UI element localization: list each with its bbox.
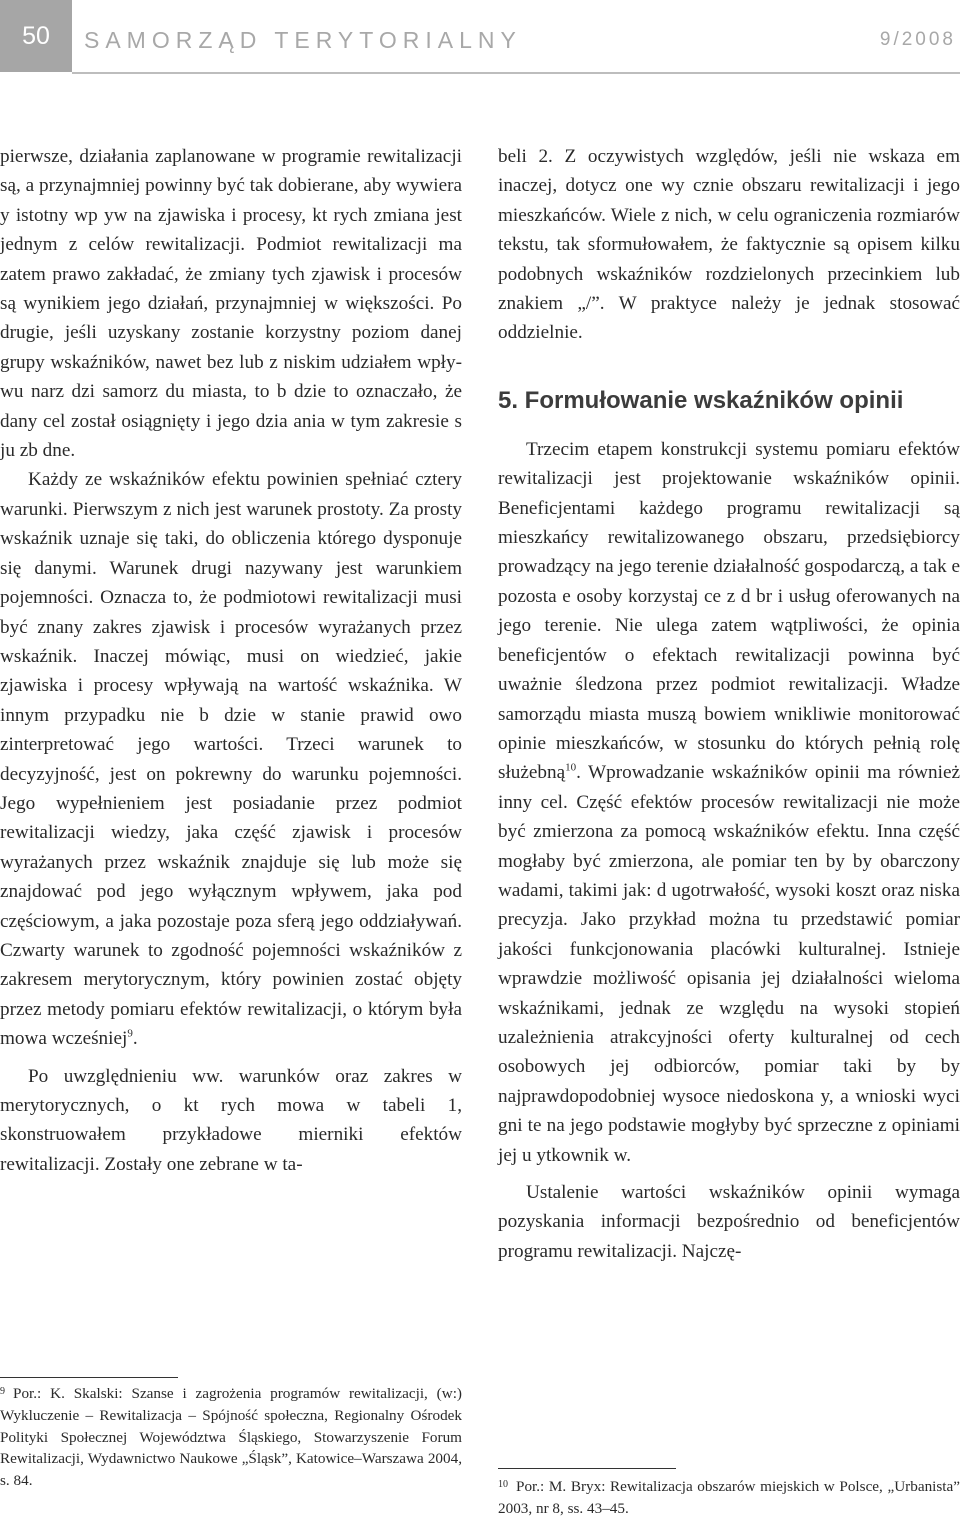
right-paragraph-3: Ustalenie wartości wskaźników opinii wymaga pozyskania informacji bezpośrednio od beneficjentów programu rewitalizacji. Najczę- <box>498 1182 960 1262</box>
page-number: 50 <box>0 0 72 72</box>
right-paragraph-2-text-a: Trzecim etapem konstrukcji systemu pomiaru efektów rewitalizacji jest projektowanie wskaźników opinii. Beneficjentami każdego programu rewitalizacji są mieszkańcy rewitalizowanego obszaru, przedsiębiorcy prowadzący na jego terenie działalność gospodarczą, a tak e pozosta e osoby korzystaj ce z d br i usług oferowanych na jego terenie. Nie ulega zatem wątpliwości, że opinia beneficjentów o efektach rewitalizacji powinna być uważnie śledzona przez podmiot rewitalizacji. Władze samorządu miasta muszą bowiem wnikliwie monitorować opinie mieszkańców, w stosunku do których pełnią rolę służebną <box>498 438 960 784</box>
magazine-title: SAMORZĄD TERYTORIALNY <box>84 27 522 53</box>
footnote-rule-right <box>498 1468 676 1469</box>
left-paragraph-2-end: . <box>132 1028 138 1050</box>
issue-number: 9/2008 <box>879 29 956 50</box>
left-paragraph-1: pierwsze, działania zaplanowane w programie rewitalizacji są, a przynajmniej powinny być tak dobierane, aby wywiera y istotny wp yw na zjawiska i procesy, kt rych zmiana jest jednym z celów rewitalizacji. Podmiot rewitalizacji ma zatem prawo zakładać, że zmiany tych zjawisk i procesów są wynikiem jego działań, przynajmniej w większości. Po drugie, jeśli uzyskany zostanie korzystny poziom danej grupy wskaźników, nawet bez lub z niskim udziałem wpływu narz dzi samorz du miasta, to b dzie to oznaczało, że dany cel został osiągnięty i jego dzia ania w tym zakresie s ju zb dne. <box>0 146 462 462</box>
footnote-ref-9[interactable]: 9 <box>127 1027 133 1040</box>
header-rule <box>72 72 960 74</box>
left-column <box>0 142 462 1179</box>
footnote-9-text: Por.: K. Skalski: Szanse i zagrożenia programów rewitalizacji, (w:) Wykluczenie – Rewitalizacja – Spójność społeczna, Regionalny Ośrodek Polityki Społecznej Województwa Śląskiego, Stowarzyszenie Forum Rewitalizacji, Wydawnictwo Naukowe „Śląsk”, Katowice–Warszawa 2004, s. 84. <box>0 1385 462 1490</box>
left-paragraph-3: Po uwzględnieniu ww. warunków oraz zakres w merytorycznych, o kt rych mowa w tabeli 1, skonstruowałem przykładowe mierniki efektów rewitalizacji. Zostały one zebrane w ta- <box>0 1065 462 1175</box>
left-paragraph-2-text: Każdy ze wskaźników efektu powinien spełniać cztery warunki. Pierwszym z nich jest warunek prostoty. Za prosty wskaźnik uznaje się taki, do obliczenia którego dysponuje się danymi. Warunek drugi nazywany jest warunkiem pojemności. Oznacza to, że podmiotowi rewitalizacji musi być znany zakres zjawisk i procesów wyrażanych przez wskaźnik. Inaczej mówiąc, musi on wiedzieć, jakie zjawiska i procesy wpływają na wartość wskaźnika. W innym przypadku nie b dzie w stanie prawid owo zinterpretować jego wartości. Trzeci warunek to decyzyjność, jest on pokrewny do warunku pojemności. Jego wypełnieniem jest posiadanie przez podmiot rewitalizacji wiedzy, jaka część zjawisk i procesów wyrażanych przez wskaźnik znajduje się lub może się znajdować pod jego wyłącznym wpływem, jaka pod częściowym, a jaka pozostaje poza sferą jego oddziaływań. Czwarty warunek to zgodność pojemności wskaźników z zakresem merytorycznym, który powinien zostać objęty przez metody pomiaru efektów rewitalizacji, o którym była mowa wcześniej <box>0 469 462 1050</box>
footnote-9-number: 9 <box>0 1386 5 1397</box>
footnote-10-number: 10 <box>498 1479 508 1490</box>
footnote-10 <box>498 1476 960 1520</box>
footnote-ref-10[interactable]: 10 <box>565 761 577 774</box>
left-paragraph-2 <box>0 465 462 1053</box>
right-column <box>498 142 960 1266</box>
footnote-rule-left <box>0 1377 178 1378</box>
footnote-9 <box>0 1383 462 1492</box>
page-header <box>0 0 960 75</box>
footnote-10-text: Por.: M. Bryx: Rewitalizacja obszarów miejskich w Polsce, „Urbanista” 2003, nr 8, ss. 43–45. <box>498 1478 960 1517</box>
section-heading: 5. Formułowanie wskaźników opinii <box>498 386 904 414</box>
right-paragraph-2 <box>498 435 960 1170</box>
right-paragraph-2-text-b: . Wprowadzanie wskaźników opinii ma również inny cel. Część efektów procesów rewitalizacji nie może być zmierzona za pomocą wskaźników efektu. Inna część mogłaby być zmierzona, ale pomiar ten by by obarczony wadami, takimi jak: d ugotrwałość, wysoki koszt oraz niska precyzja. Jako przykład można tu przedstawić pomiar jakości funkcjonowania placówki kulturalnej. Istnieje wprawdzie możliwość opisania jej działalności wieloma wskaźnikami, jednak ze względu na wysoki stopień uzależnienia atrakcyjności oferty kulturalnej od cech osobowych jej odbiorców, pomiar taki by by najprawdopodobniej wysoce niedoskona y, a wnioski wyci gni te na jego podstawie mogłyby być sprzeczne z opiniami jej u ytkownik w. <box>498 762 960 1166</box>
right-paragraph-1: beli 2. Z oczywistych względów, jeśli nie wskaza em inaczej, dotycz one wy cznie obszaru rewitalizacji i jego mieszkańców. Wiele z nich, w celu ograniczenia rozmiarów tekstu, tak sformułowałem, że faktycznie są opisem kilku podobnych wskaźników rozdzielonych przecinkiem lub znakiem „/”. W praktyce należy je jednak stosować oddzielnie. <box>498 146 960 344</box>
